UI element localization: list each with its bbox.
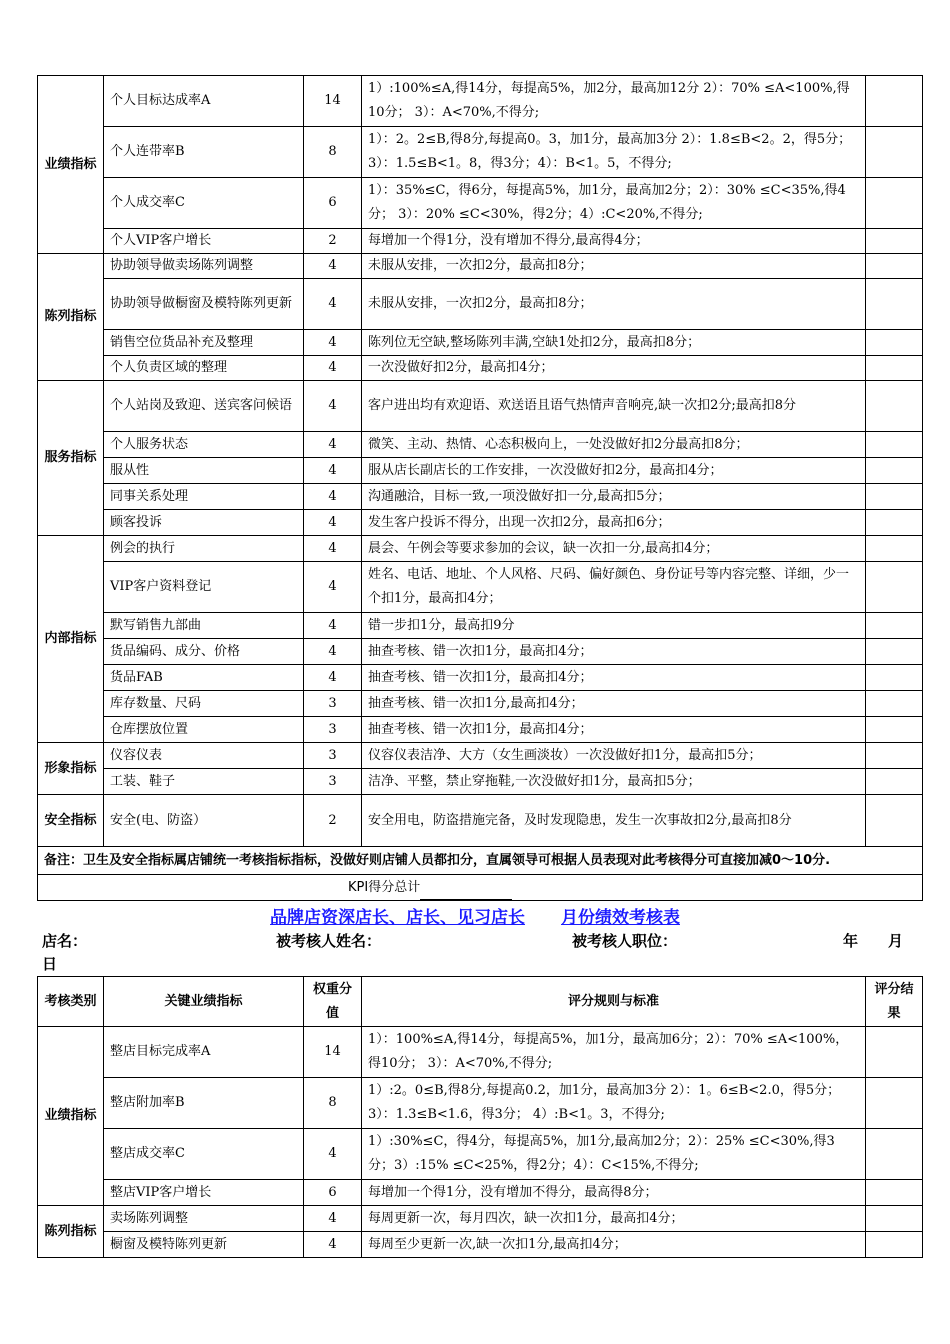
score-cell[interactable]	[866, 1129, 923, 1180]
score-cell[interactable]	[866, 510, 923, 536]
score-cell[interactable]	[866, 1180, 923, 1206]
indicator-cell: 例会的执行	[104, 536, 304, 562]
table-row	[38, 76, 923, 127]
weight-cell: 4	[304, 356, 362, 381]
score-cell[interactable]	[866, 639, 923, 665]
rule-cell: 客户进出均有欢迎语、欢送语且语气热情声音响亮,缺一次扣2分;最高扣8分	[362, 381, 866, 432]
rule-cell: 1）:30%≤C，得4分，每提高5%，加1分,最高加2分；2）：25% ≤C<30%,得3分；3）:15% ≤C<25%，得2分；4）：C<15%,不得分;	[362, 1129, 866, 1180]
rule-cell: 沟通融洽，目标一致,一项没做好扣一分,最高扣5分；	[362, 484, 866, 510]
kpi-total-label: KPI得分总计	[348, 879, 421, 895]
rule-cell: 洁净、平整，禁止穿拖鞋,一次没做好扣1分，最高扣5分；	[362, 769, 866, 795]
weight-cell: 4	[304, 1206, 362, 1232]
rule-cell: 抽查考核、错一次扣1分，最高扣4分；	[362, 639, 866, 665]
header-row	[38, 977, 923, 1027]
rule-cell: 抽查考核、错一次扣1分，最高扣4分；	[362, 717, 866, 743]
indicator-cell: 整店目标完成率A	[104, 1027, 304, 1078]
rule-cell: 安全用电，防盗措施完备，及时发现隐患，发生一次事故扣2分,最高扣8分	[362, 795, 866, 847]
category-cell: 陈列指标	[38, 254, 104, 381]
weight-cell: 4	[304, 254, 362, 279]
year-label: 年	[843, 932, 859, 950]
weight-cell: 2	[304, 795, 362, 847]
rule-cell: 服从店长副店长的工作安排，一次没做好扣2分，最高扣4分；	[362, 458, 866, 484]
table-row	[38, 229, 923, 254]
weight-cell: 8	[304, 1078, 362, 1129]
score-cell[interactable]	[866, 1206, 923, 1232]
table-row	[38, 1206, 923, 1232]
indicator-cell: 货品编码、成分、价格	[104, 639, 304, 665]
note-text: 备注：卫生及安全指标属店铺统一考核指标指标，没做好则店铺人员都扣分，直属领导可根据人员表现对此考核得分可直接加减0～10分.	[38, 847, 923, 875]
indicator-cell: 个人目标达成率A	[104, 76, 304, 127]
weight-cell: 4	[304, 484, 362, 510]
weight-cell: 14	[304, 76, 362, 127]
indicator-cell: 个人VIP客户增长	[104, 229, 304, 254]
table-row	[38, 691, 923, 717]
score-cell[interactable]	[866, 1232, 923, 1258]
table-row	[38, 1232, 923, 1258]
indicator-cell: 默写销售九部曲	[104, 613, 304, 639]
table-row	[38, 330, 923, 356]
weight-cell: 4	[304, 381, 362, 432]
indicator-cell: 个人负责区域的整理	[104, 356, 304, 381]
score-cell[interactable]	[866, 536, 923, 562]
form-title	[0, 903, 950, 928]
indicator-cell: 协助领导做橱窗及模特陈列更新	[104, 279, 304, 330]
table-row	[38, 795, 923, 847]
table-row	[38, 254, 923, 279]
month-label: 月	[888, 932, 904, 950]
indicator-cell: 服从性	[104, 458, 304, 484]
weight-cell: 3	[304, 769, 362, 795]
weight-cell: 6	[304, 178, 362, 229]
category-cell: 服务指标	[38, 381, 104, 536]
weight-cell: 4	[304, 562, 362, 613]
weight-cell: 4	[304, 458, 362, 484]
indicator-cell: 个人站岗及致迎、送宾客问候语	[104, 381, 304, 432]
score-cell[interactable]	[866, 484, 923, 510]
rule-cell: 未服从安排，一次扣2分，最高扣8分；	[362, 279, 866, 330]
rule-cell: 抽查考核、错一次扣1分，最高扣4分；	[362, 665, 866, 691]
header-indicator: 关键业绩指标	[104, 977, 304, 1027]
table-row	[38, 639, 923, 665]
table-row	[38, 562, 923, 613]
header-category: 考核类别	[38, 977, 104, 1027]
table-row	[38, 356, 923, 381]
rule-cell: 抽查考核、错一次扣1分,最高扣4分；	[362, 691, 866, 717]
table-row	[38, 613, 923, 639]
rule-cell: 微笑、主动、热情、心态积极向上，一处没做好扣2分最高扣8分；	[362, 432, 866, 458]
score-cell[interactable]	[866, 381, 923, 432]
category-cell: 业绩指标	[38, 1027, 104, 1206]
table-row	[38, 178, 923, 229]
score-cell[interactable]	[866, 178, 923, 229]
score-cell[interactable]	[866, 279, 923, 330]
indicator-cell: 仓库摆放位置	[104, 717, 304, 743]
weight-cell: 6	[304, 1180, 362, 1206]
weight-cell: 4	[304, 639, 362, 665]
indicator-cell: 整店VIP客户增长	[104, 1180, 304, 1206]
rule-cell: 未服从安排，一次扣2分，最高扣8分；	[362, 254, 866, 279]
indicator-cell: 同事关系处理	[104, 484, 304, 510]
score-cell[interactable]	[866, 1078, 923, 1129]
kpi-table-staff	[37, 75, 923, 901]
indicator-cell: 整店附加率B	[104, 1078, 304, 1129]
score-cell[interactable]	[866, 1027, 923, 1078]
table-row	[38, 279, 923, 330]
total-row	[38, 875, 923, 901]
table-row	[38, 1027, 923, 1078]
rule-cell: 晨会、午例会等要求参加的会议，缺一次扣一分,最高扣4分；	[362, 536, 866, 562]
score-cell[interactable]	[866, 254, 923, 279]
indicator-cell: 工装、鞋子	[104, 769, 304, 795]
rule-cell: 每增加一个得1分，没有增加不得分，最高得8分；	[362, 1180, 866, 1206]
indicator-cell: 协助领导做卖场陈列调整	[104, 254, 304, 279]
weight-cell: 3	[304, 743, 362, 769]
rule-cell: 每周更新一次，每月四次，缺一次扣1分，最高扣4分；	[362, 1206, 866, 1232]
indicator-cell: 顾客投诉	[104, 510, 304, 536]
score-cell[interactable]	[866, 76, 923, 127]
day-label: 日	[42, 955, 58, 973]
score-cell[interactable]	[866, 743, 923, 769]
table-row	[38, 381, 923, 432]
category-cell: 安全指标	[38, 795, 104, 847]
rule-cell: 错一步扣1分，最高扣9分	[362, 613, 866, 639]
weight-cell: 14	[304, 1027, 362, 1078]
weight-cell: 4	[304, 432, 362, 458]
header-weight: 权重分值	[304, 977, 362, 1027]
indicator-cell: 个人成交率C	[104, 178, 304, 229]
table-row	[38, 458, 923, 484]
store-label: 店名：	[42, 932, 88, 950]
rule-cell: 1）:100%≤A,得14分，每提高5%，加2分，最高加12分 2）：70% ≤A<100%,得10分； 3）：A<70%,不得分;	[362, 76, 866, 127]
indicator-cell: VIP客户资料登记	[104, 562, 304, 613]
score-cell[interactable]	[866, 665, 923, 691]
kpi-total	[38, 875, 923, 901]
weight-cell: 3	[304, 717, 362, 743]
score-cell[interactable]	[866, 432, 923, 458]
indicator-cell: 整店成交率C	[104, 1129, 304, 1180]
score-cell[interactable]	[866, 356, 923, 381]
rule-cell: 每增加一个得1分，没有增加不得分,最高得4分；	[362, 229, 866, 254]
form-title-left: 品牌店资深店长、店长、见习店长	[270, 908, 525, 928]
weight-cell: 4	[304, 613, 362, 639]
score-cell[interactable]	[866, 769, 923, 795]
indicator-cell: 安全(电、防盗）	[104, 795, 304, 847]
weight-cell: 4	[304, 1232, 362, 1258]
score-cell[interactable]	[866, 717, 923, 743]
assessee-position-label: 被考核人职位：	[572, 932, 678, 950]
header-rule: 评分规则与标准	[362, 977, 866, 1027]
weight-cell: 3	[304, 691, 362, 717]
weight-cell: 4	[304, 665, 362, 691]
category-cell: 形象指标	[38, 743, 104, 795]
table-row	[38, 717, 923, 743]
weight-cell: 4	[304, 279, 362, 330]
score-cell[interactable]	[866, 458, 923, 484]
weight-cell: 4	[304, 510, 362, 536]
indicator-cell: 个人连带率B	[104, 127, 304, 178]
assessee-name-label: 被考核人姓名：	[276, 932, 382, 950]
table-row	[38, 432, 923, 458]
weight-cell: 4	[304, 330, 362, 356]
rule-cell: 一次没做好扣2分，最高扣4分；	[362, 356, 866, 381]
weight-cell: 4	[304, 536, 362, 562]
table-row	[38, 665, 923, 691]
category-cell: 内部指标	[38, 536, 104, 743]
table-row	[38, 769, 923, 795]
indicator-cell: 货品FAB	[104, 665, 304, 691]
table-row	[38, 1180, 923, 1206]
header-score: 评分结果	[866, 977, 923, 1027]
table-row	[38, 484, 923, 510]
score-cell[interactable]	[866, 795, 923, 847]
category-cell: 业绩指标	[38, 76, 104, 254]
weight-cell: 4	[304, 1129, 362, 1180]
table-row	[38, 510, 923, 536]
rule-cell: 发生客户投诉不得分，出现一次扣2分，最高扣6分；	[362, 510, 866, 536]
indicator-cell: 橱窗及模特陈列更新	[104, 1232, 304, 1258]
indicator-cell: 销售空位货品补充及整理	[104, 330, 304, 356]
indicator-cell: 个人服务状态	[104, 432, 304, 458]
table-row	[38, 743, 923, 769]
form-title-right: 月份绩效考核表	[561, 908, 680, 928]
indicator-cell: 仪容仪表	[104, 743, 304, 769]
rule-cell: 1）：100%≤A,得14分，每提高5%，加1分，最高加6分；2）：70% ≤A<100%，得10分； 3）：A<70%,不得分;	[362, 1027, 866, 1078]
rule-cell: 每周至少更新一次,缺一次扣1分,最高扣4分；	[362, 1232, 866, 1258]
kpi-total-blank[interactable]	[420, 883, 512, 900]
note-row	[38, 847, 923, 875]
kpi-table-manager	[37, 976, 923, 1258]
rule-cell: 1）：35%≤C，得6分，每提高5%，加1分，最高加2分；2）：30% ≤C<35%,得4分； 3）：20% ≤C<30%，得2分；4）:C<20%,不得分;	[362, 178, 866, 229]
table-row	[38, 1129, 923, 1180]
weight-cell: 2	[304, 229, 362, 254]
category-cell: 陈列指标	[38, 1206, 104, 1258]
rule-cell: 姓名、电话、地址、个人风格、尺码、偏好颜色、身份证号等内容完整、详细，少一个扣1分，最高扣4分；	[362, 562, 866, 613]
score-cell[interactable]	[866, 691, 923, 717]
score-cell[interactable]	[866, 613, 923, 639]
score-cell[interactable]	[866, 127, 923, 178]
table-row	[38, 1078, 923, 1129]
indicator-cell: 卖场陈列调整	[104, 1206, 304, 1232]
score-cell[interactable]	[866, 229, 923, 254]
rule-cell: 1）：2。2≤B,得8分,每提高0。3，加1分，最高加3分 2）：1.8≤B<2。2，得5分； 3）：1.5≤B<1。8，得3分；4）：B<1。5，不得分;	[362, 127, 866, 178]
weight-cell: 8	[304, 127, 362, 178]
score-cell[interactable]	[866, 562, 923, 613]
rule-cell: 陈列位无空缺,整场陈列丰满,空缺1处扣2分，最高扣8分；	[362, 330, 866, 356]
indicator-cell: 库存数量、尺码	[104, 691, 304, 717]
table-row	[38, 536, 923, 562]
rule-cell: 1）:2。0≤B,得8分,每提高0.2，加1分，最高加3分 2）：1。6≤B<2.0，得5分； 3）：1.3≤B<1.6，得3分； 4）:B<1。3，不得分;	[362, 1078, 866, 1129]
rule-cell: 仪容仪表洁净、大方（女生画淡妆）一次没做好扣1分，最高扣5分；	[362, 743, 866, 769]
table-row	[38, 127, 923, 178]
score-cell[interactable]	[866, 330, 923, 356]
